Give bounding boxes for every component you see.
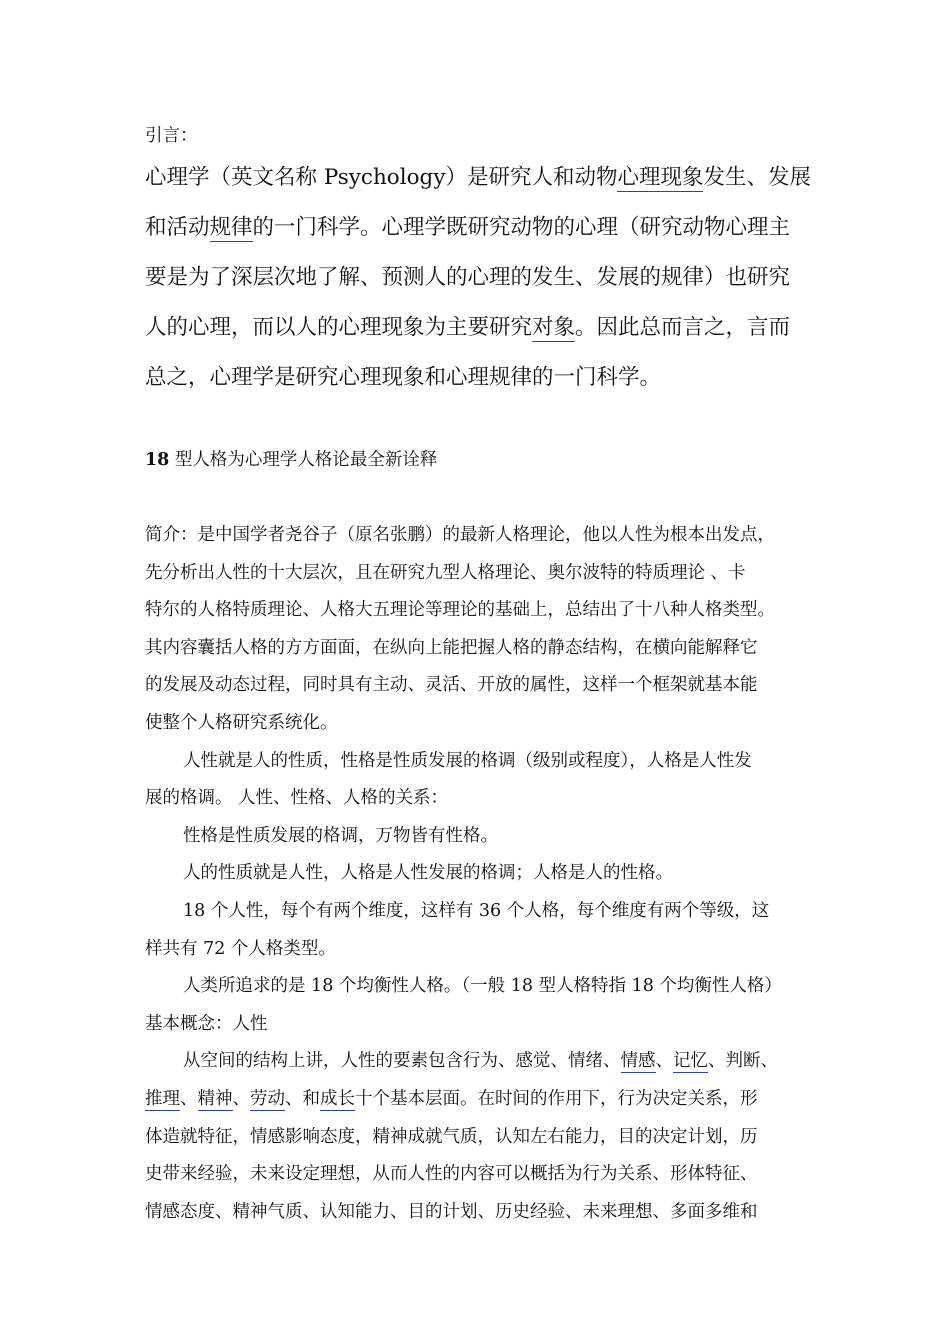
body-line <box>183 859 673 884</box>
text-run: 。因此总而言之，言而 <box>575 315 791 340</box>
text-run: 使整个人格研究系统化。 <box>145 713 338 733</box>
text-run: 简介：是中国学者尧谷子（原名张鹏）的最新人格理论，他以人性为根本出发点， <box>145 525 775 545</box>
text-run: 的一门科学。心理学既研究动物的心理（研究动物心理主 <box>252 215 791 240</box>
body-line <box>145 671 758 696</box>
glossary-link[interactable]: 成长 <box>320 1089 355 1109</box>
text-run: 其内容囊括人格的方方面面，在纵向上能把握人格的静态结构，在横向能解释它 <box>145 637 758 658</box>
intro-line <box>145 160 811 191</box>
body-line <box>183 1047 778 1072</box>
text-run: 性格是性质发展的格调，万物皆有性格。 <box>183 825 498 846</box>
body-line <box>145 935 336 960</box>
body-line <box>145 1123 758 1148</box>
text-run: 人的心理，而以人的心理现象为主要研究 <box>145 315 533 340</box>
text-run: 18 个人性，每个有两个维度，这样有 36 个人格，每个维度有两个等级，这 <box>183 901 770 921</box>
text-run: 、 <box>232 1089 250 1109</box>
text-run: 发生、发展 <box>703 165 811 190</box>
section-title-number: 18 <box>145 450 170 470</box>
text-run: 、 <box>655 1051 673 1072</box>
glossary-link[interactable]: 记忆 <box>673 1051 708 1072</box>
body-line <box>183 822 498 847</box>
text-run: 样共有 72 个人格类型。 <box>145 938 336 959</box>
intro-heading: 引言： <box>145 126 198 146</box>
text-run: 心理学（英文名称 Psychology）是研究人和动物 <box>145 165 618 190</box>
text-run: 情感态度、精神气质、认知能力、目的计划、历史经验、未来理想、多面多维和 <box>145 1201 758 1222</box>
glossary-link[interactable]: 情感 <box>620 1051 656 1072</box>
body-line <box>183 972 782 997</box>
section-title <box>145 446 437 471</box>
body-line <box>145 559 746 584</box>
text-run: 和活动 <box>145 215 210 240</box>
text-run: 展的格调。 人性、性格、人格的关系： <box>145 788 449 809</box>
body-line <box>145 1198 758 1223</box>
text-run: 要是为了深层次地了解、预测人的心理的发生、发展的规律）也研究 <box>145 265 791 290</box>
text-run: 人的性质就是人性，人格是人性发展的格调；人格是人的性格。 <box>183 863 673 884</box>
text-run: 、判断、 <box>708 1051 778 1072</box>
glossary-link[interactable]: 推理 <box>145 1089 180 1109</box>
text-run: 总之，心理学是研究心理现象和心理规律的一门科学。 <box>145 365 662 390</box>
body-line <box>145 709 338 734</box>
section-title-text: 型人格为心理学人格论最全新诠释 <box>169 450 438 470</box>
body-line <box>183 897 769 922</box>
glossary-link[interactable]: 劳动 <box>250 1089 285 1109</box>
body-line <box>145 1085 758 1110</box>
text-run: 人类所追求的是 18 个均衡性人格。（一般 18 型人格特指 18 个均衡性人格） <box>183 976 782 997</box>
body-line <box>145 596 775 621</box>
glossary-link[interactable]: 精神 <box>197 1089 233 1109</box>
text-run: 十个基本层面。在时间的作用下，行为决定关系，形 <box>355 1089 758 1109</box>
intro-line <box>145 210 790 241</box>
intro-line <box>145 260 790 291</box>
glossary-link[interactable]: 心理现象 <box>617 165 704 190</box>
text-run: 从空间的结构上讲，人性的要素包含行为、感觉、情绪、 <box>183 1051 621 1072</box>
body-line <box>145 1160 758 1185</box>
intro-line <box>145 360 661 391</box>
text-run: 人性就是人的性质，性格是性质发展的格调（级别或程度），人格是人性发 <box>183 750 752 771</box>
glossary-link[interactable]: 规律 <box>209 215 253 240</box>
body-line <box>145 634 758 659</box>
glossary-link[interactable]: 对象 <box>532 315 576 340</box>
body-line <box>145 521 775 546</box>
text-run: 、和 <box>285 1089 320 1109</box>
text-run: 先分析出人性的十大层次，且在研究九型人格理论、奥尔波特的特质理论 、卡 <box>145 562 746 583</box>
text-run: 体造就特征，情感影响态度，精神成就气质，认知左右能力，目的决定计划，历 <box>145 1126 758 1147</box>
body-line <box>145 784 448 809</box>
text-run: 史带来经验，未来设定理想，从而人性的内容可以概括为行为关系、形体特征、 <box>145 1164 758 1185</box>
text-run: 的发展及动态过程，同时具有主动、灵活、开放的属性，这样一个框架就基本能 <box>145 675 758 696</box>
text-run: 基本概念：人性 <box>145 1013 268 1034</box>
body-line <box>183 747 752 772</box>
intro-line <box>145 310 790 341</box>
text-run: 、 <box>180 1089 198 1109</box>
text-run: 特尔的人格特质理论、人格大五理论等理论的基础上，总结出了十八种人格类型。 <box>145 600 775 621</box>
body-line <box>145 1010 268 1035</box>
